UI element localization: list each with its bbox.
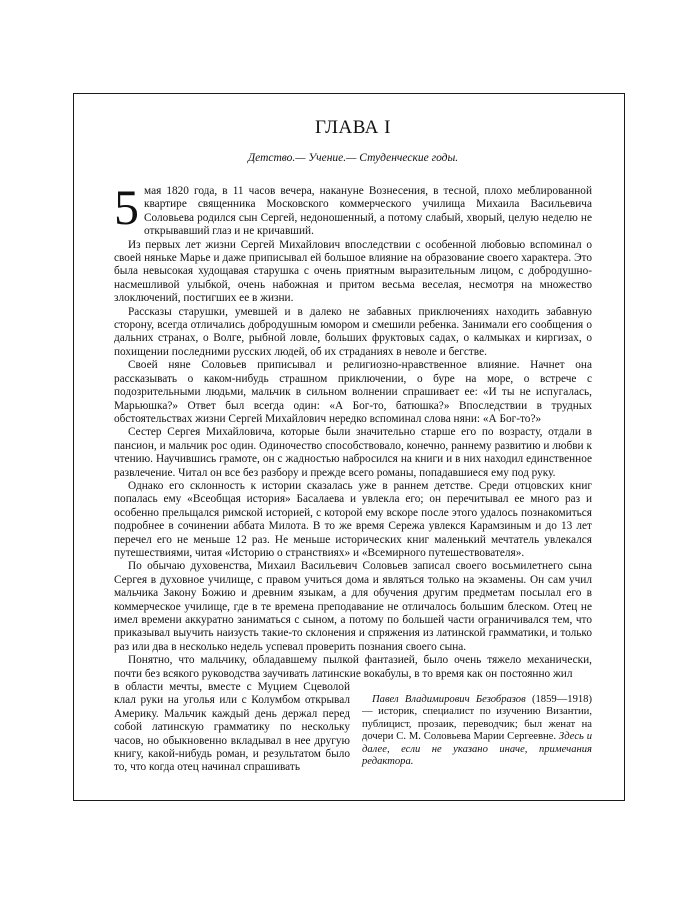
paragraph-1-text: мая 1820 года, в 11 часов вечера, накануне Вознесения, в тесной, плохо меблированной квартире священника Московского коммерческого училища Михаила Васильевича Соловьева родился сын Сергей, недоношенный, а потому слабый, хворый, целую неделю не открывавший глаз и не кричавший.	[144, 185, 592, 238]
paragraph-8-continued	[114, 681, 350, 775]
drop-cap: 5	[114, 179, 139, 235]
footnote	[362, 694, 592, 768]
paragraph-8: Понятно, что мальчику, обладавшему пылкой фантазией, было очень тяжело механически, почти без всякого руководства заучивать латинские вокабулы, в то время как он постоянно жил	[114, 654, 592, 680]
paragraph-1	[114, 179, 592, 239]
paragraph-3: Рассказы старушки, умевшей и в далеко не забавных приключениях находить забавную сторону, всегда отличались добродушным юмором и смешили ребенка. Занимали его сообщения о дальних странах, о Волге, рыбной ловле, больших фруктовых садах, о калмыках и киргизах, о похищении последними русских людей, об их страданиях в неволе и бегстве.	[114, 305, 592, 358]
paragraph-5: Сестер Сергея Михайловича, которые были значительно старше его по возрасту, отдали в пансион, и мальчик рос один. Одиночество способствовало, конечно, раннему развитию и любви к чтению. Научившись грамоте, он с жадностью набросился на книги и в них находил единственное развлечение. Читал он все без разбору и прежде всего романы, попадавшиеся ему под руку.	[114, 426, 592, 479]
chapter-subtitle: Детство.— Учение.— Студенческие годы.	[247, 152, 459, 164]
footnote-text: (1859—1918) — историк, специалист по изучению Византии, публицист, прозаик, переводчик; был женат на дочери С. М. Соловьева Марии Сергеевне.	[362, 694, 592, 743]
paragraph-4: Своей няне Соловьев приписывал и религиозно-нравственное влияние. Начнет она рассказывать о каком-нибудь страшном приключении, о буре на море, о встрече с подозрительными людьми, мальчик в сильном волнении спрашивает ее: «И ты не испугалась, Марьюшка?» Ответ был всегда один: «А Бог-то, батюшка?» Впоследствии в трудных обстоятельствах жизни Сергей Михайлович нередко вспоминал слова няни: «А Бог-то?»	[114, 359, 592, 425]
page-content	[114, 117, 592, 775]
footnote-editor-note: Здесь и далее, если не указано иначе, примечания редактора.	[362, 731, 593, 768]
paragraph-8-wrapped-text: в области мечты, вместе с Муцием Сцеволой клал руки на уголья или с Колумбом открывал Америку. Мальчик каждый день держал перед собой латинскую грамматику по нескольку часов, но обыкновенно вкладывал в нее другую книгу, какой-нибудь роман, и результатом было то, что когда отец начинал спрашивать	[114, 681, 350, 774]
paragraph-7: По обычаю духовенства, Михаил Васильевич Соловьев записал своего восьмилетнего сына Сергея в духовное училище, с правом учиться дома и являться только на экзамены. Он сам учил мальчика Закону Божию и древним языкам, а для обучения другим предметам посылал его в коммерческое училище, где в те времена преподавание не отличалось большим блеском. Отец не имел времени аккуратно заниматься с сыном, а потому по большей части ограничивался тем, что приказывал выучить наизусть такие-то склонения и спряжения из латинской грамматики, и только раз или два в несколько недель успевал проверить познания своего сына.	[114, 560, 592, 653]
paragraph-2: Из первых лет жизни Сергей Михайлович впоследствии с особенной любовью вспоминал о своей няньке Марье и даже приписывал ей большое влияние на образование своего характера. Это была невысокая худощавая старушка с очень приятным выразительным лицом, с добродушно-насмешливой улыбкой, очень набожная и притом весьма веселая, несмотря на множество злоключений, постигших ее в жизни.	[114, 238, 592, 305]
chapter-title: ГЛАВА I	[315, 117, 391, 138]
paragraph-6: Однако его склонность к истории сказалась уже в раннем детстве. Среди отцовских книг попалась ему «Всеобщая история» Басалаева и увлекла его; он перечитывал ее много раз и особенно прельщался римской историей, с которой ему вскоре после этого удалось познакомиться подробнее в сочинении аббата Милота. В то же время Сережа увлекся Карамзиным и до 13 лет перечел его не меньше 12 раз. Не меньше исторических книг маленький мечтатель увлекался путешествиями, читая «Историю о странствиях» и «Всемирного путешествователя».	[114, 479, 592, 559]
footnote-person-name: Павел Владимирович Безобразов	[372, 694, 526, 706]
